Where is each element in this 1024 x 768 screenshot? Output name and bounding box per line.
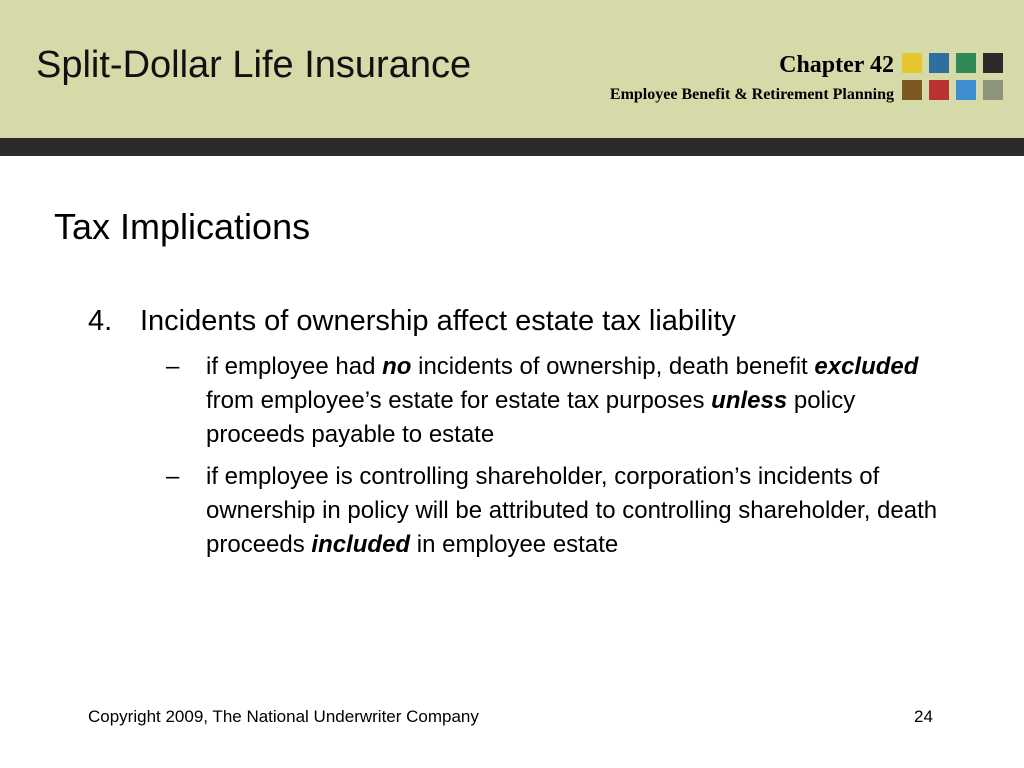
body-text: incidents of ownership, death benefit: [411, 353, 815, 380]
emphasized-text: included: [311, 531, 411, 558]
emphasized-text: no: [382, 353, 412, 380]
dash-bullet: –: [166, 463, 180, 490]
page-number: 24: [914, 707, 933, 726]
body-text: if employee is controlling shareholder, corporation’s incidents of ownership in policy will be attributed to controlling shareholder, death proceeds: [206, 463, 938, 558]
dash-bullet: –: [166, 353, 180, 380]
copyright-footer: Copyright 2009, The National Underwriter Company: [88, 707, 479, 726]
chapter-label: Chapter 42: [779, 52, 894, 78]
sub-item-2: [166, 460, 946, 562]
color-square: [983, 53, 1003, 73]
slide-title: Split-Dollar Life Insurance: [36, 44, 472, 86]
point-text: Incidents of ownership affect estate tax liability: [140, 305, 736, 337]
book-subtitle: Employee Benefit & Retirement Planning: [609, 86, 894, 103]
emphasized-text: unless: [711, 387, 788, 414]
color-square: [956, 80, 976, 100]
body-text: policy proceeds payable to estate: [206, 387, 856, 448]
emphasized-text: excluded: [814, 353, 919, 380]
sub-item-text: [206, 350, 946, 452]
color-square: [956, 53, 976, 73]
header-band: [0, 0, 1024, 138]
sub-item-text: [206, 460, 946, 562]
body-text: from employee’s estate for estate tax purposes: [206, 387, 712, 414]
color-square: [983, 80, 1003, 100]
body-text: in employee estate: [410, 531, 619, 558]
section-title: Tax Implications: [54, 206, 311, 247]
color-square: [929, 53, 949, 73]
decorative-squares: [902, 53, 1008, 105]
numbered-point: [88, 305, 736, 338]
color-square: [929, 80, 949, 100]
sub-item-1: [166, 350, 946, 452]
color-square: [902, 53, 922, 73]
header-divider-bar: [0, 138, 1024, 156]
color-square: [902, 80, 922, 100]
body-text: if employee had: [206, 353, 383, 380]
point-number: 4.: [88, 305, 113, 337]
